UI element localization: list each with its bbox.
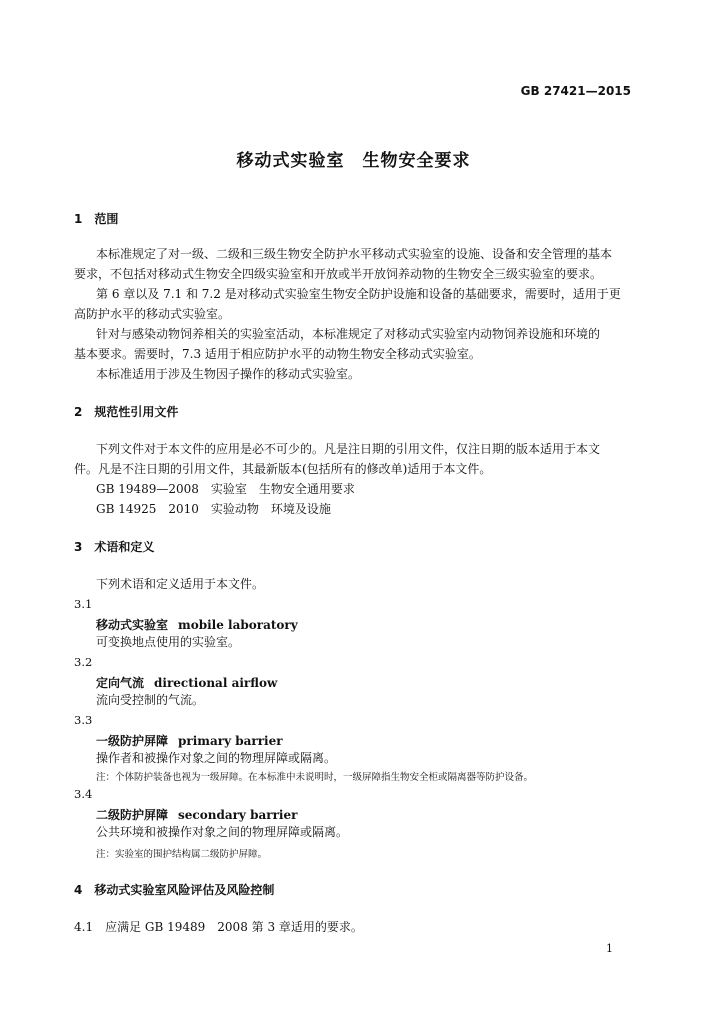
term-en: directional airflow xyxy=(154,676,278,690)
term-en: primary barrier xyxy=(178,734,283,748)
term-definition: 流向受控制的气流。 xyxy=(96,693,205,707)
section-3-heading: 3 术语和定义 xyxy=(74,540,155,554)
term-zh: 一级防护屏障 xyxy=(96,734,169,748)
s1-line-5: 针对与感染动物饲养相关的实验室活动，本标准规定了对移动式实验室内动物饲养设施和环境的 xyxy=(96,327,601,341)
term-definition: 公共环境和被操作对象之间的物理屏障或隔离。 xyxy=(96,825,349,839)
term-zh: 二级防护屏障 xyxy=(96,808,169,822)
s1-line-2: 要求，不包括对移动式生物安全四级实验室和开放或半开放饲养动物的生物安全三级实验室的要求。 xyxy=(74,267,603,281)
standard-code: GB 27421—2015 xyxy=(520,84,631,98)
section-4-heading: 4 移动式实验室风险评估及风险控制 xyxy=(74,883,275,897)
s1-line-6: 基本要求。需要时，7.3 适用于相应防护水平的动物生物安全移动式实验室。 xyxy=(74,347,481,361)
page-number: 1 xyxy=(606,942,613,955)
s3-intro: 下列术语和定义适用于本文件。 xyxy=(96,577,265,591)
term-name xyxy=(96,806,297,823)
term-number: 3.2 xyxy=(74,655,93,669)
document-title: 移动式实验室 生物安全要求 xyxy=(236,151,471,171)
s2-ref-2: GB 14925 2010 实验动物 环境及设施 xyxy=(96,502,331,516)
term-number: 3.4 xyxy=(74,787,93,801)
term-zh: 定向气流 xyxy=(96,676,145,690)
s1-line-7: 本标准适用于涉及生物因子操作的移动式实验室。 xyxy=(96,367,361,381)
term-note: 注：实验室的围护结构属二级防护屏障。 xyxy=(96,849,268,860)
term-name xyxy=(96,674,277,691)
s2-line-2: 件。凡是不注日期的引用文件，其最新版本(包括所有的修改单)适用于本文件。 xyxy=(74,462,492,476)
s1-line-3: 第 6 章以及 7.1 和 7.2 是对移动式实验室生物安全防护设施和设备的基础要求，需要时，适用于更 xyxy=(96,287,621,301)
s1-line-4: 高防护水平的移动式实验室。 xyxy=(74,307,231,321)
term-number: 3.3 xyxy=(74,713,93,727)
term-definition: 操作者和被操作对象之间的物理屏障或隔离。 xyxy=(96,751,337,765)
term-note: 注：个体防护装备也视为一级屏障。在本标准中未说明时，一级屏障指生物安全柜或隔离器等防护设备。 xyxy=(96,772,534,783)
term-number: 3.1 xyxy=(74,597,93,611)
term-name xyxy=(96,616,298,633)
s1-line-1: 本标准规定了对一级、二级和三级生物安全防护水平移动式实验室的设施、设备和安全管理的基本 xyxy=(96,247,613,261)
s2-ref-1: GB 19489—2008 实验室 生物安全通用要求 xyxy=(96,482,355,496)
s4-item-1: 4.1 应满足 GB 19489 2008 第 3 章适用的要求。 xyxy=(74,920,363,934)
term-en: secondary barrier xyxy=(178,808,298,822)
term-definition: 可变换地点使用的实验室。 xyxy=(96,635,241,649)
section-2-heading: 2 规范性引用文件 xyxy=(74,405,179,419)
section-1-heading: 1 范围 xyxy=(74,212,119,226)
term-en: mobile laboratory xyxy=(178,618,298,632)
term-zh: 移动式实验室 xyxy=(96,618,169,632)
term-name xyxy=(96,732,283,749)
s2-line-1: 下列文件对于本文件的应用是必不可少的。凡是注日期的引用文件，仅注日期的版本适用于本文 xyxy=(96,442,601,456)
